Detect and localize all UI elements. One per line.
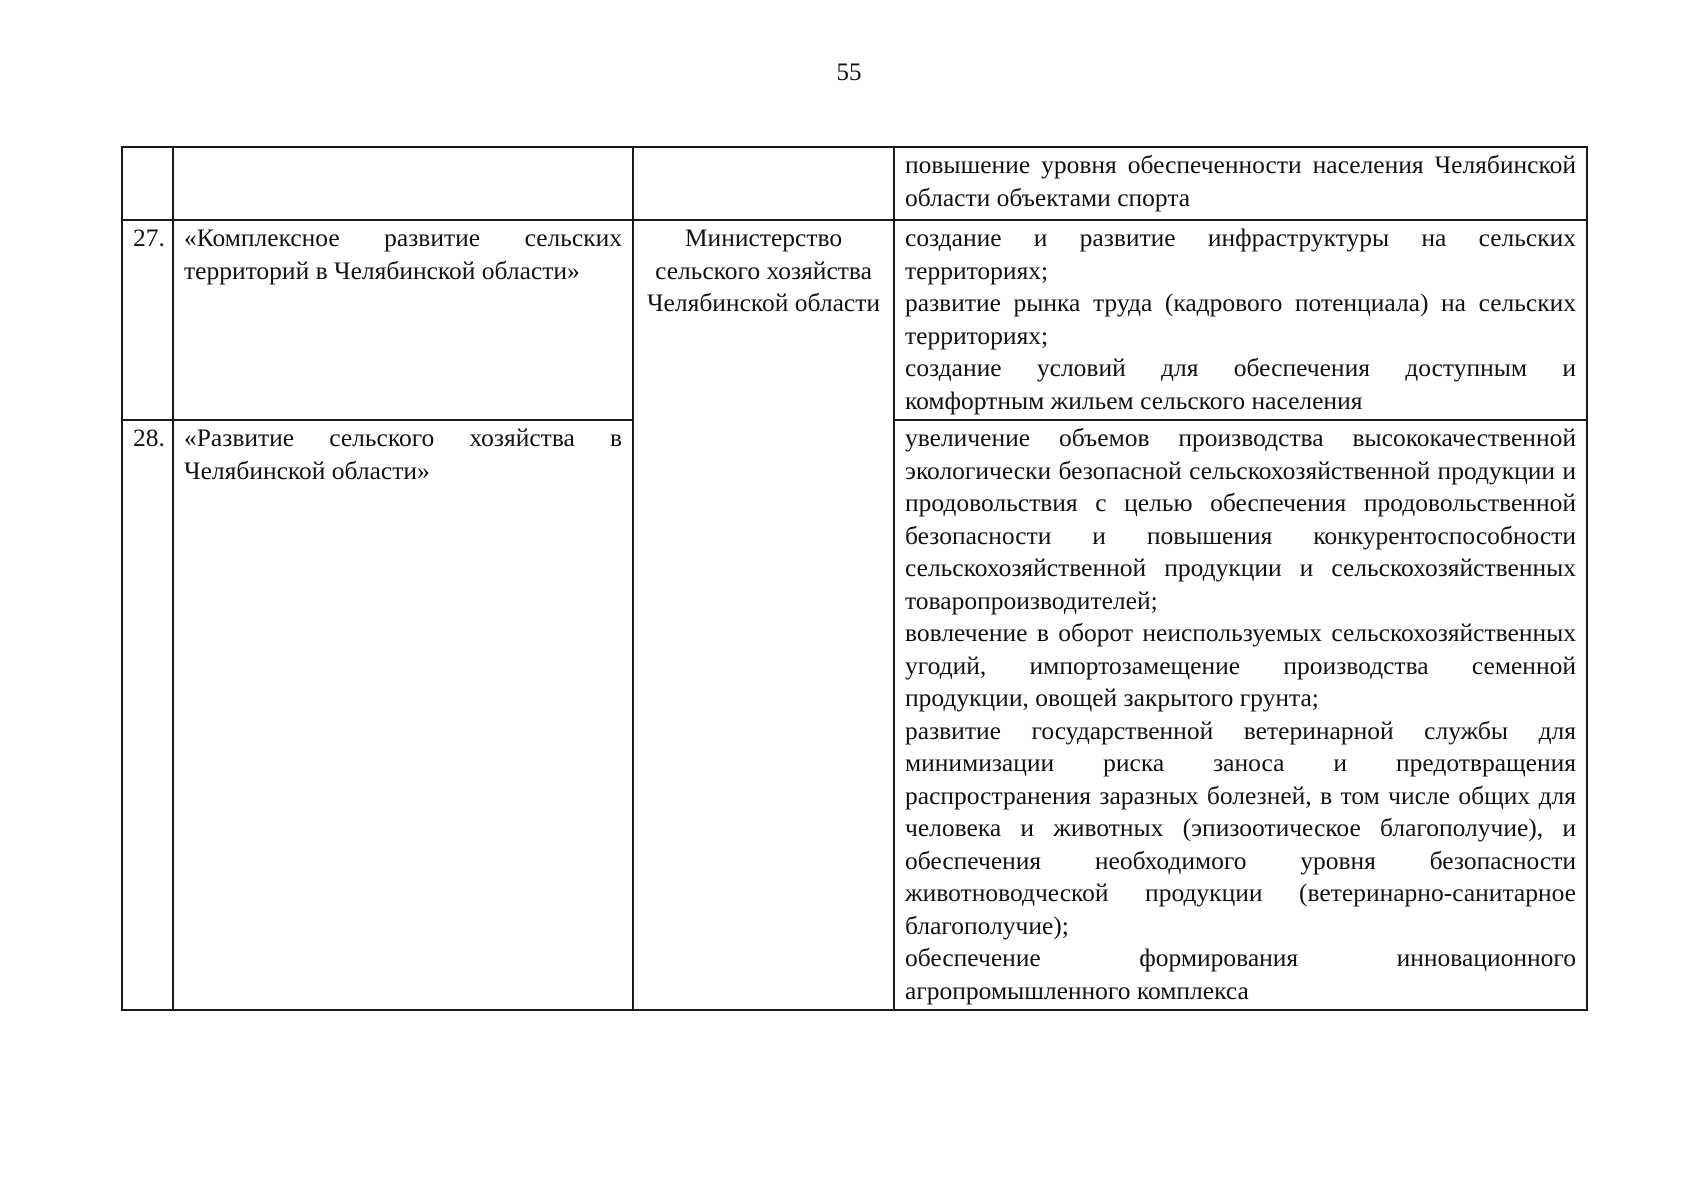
- program-name-cell: «Комплексное развитие сельских территорий в Челябинской области»: [173, 220, 633, 420]
- responsible-cell: [633, 147, 894, 220]
- table-row: [122, 147, 1587, 220]
- program-name-cell: [173, 147, 633, 220]
- goals-cell: [894, 420, 1587, 1010]
- programs-table: [121, 146, 1588, 1011]
- row-number-cell: 28.: [122, 420, 173, 1010]
- table-row: [122, 220, 1587, 420]
- responsible-cell: Министерство сельского хозяйства Челябинской области: [633, 220, 894, 1010]
- goal-item: обеспечение формирования инновационного агропромышленного комплекса: [905, 943, 1576, 1005]
- page-number: 55: [836, 59, 862, 86]
- program-name-cell: «Развитие сельского хозяйства в Челябинской области»: [173, 420, 633, 1010]
- goal-item: увеличение объемов производства высококачественной экологически безопасной сельскохозяйственной продукции и продовольствия с целью обеспечения продовольственной безопасности и повышения конкурентоспособности сельскохозяйственной продукции и сельскохозяйственных товаропроизводителей;: [905, 423, 1576, 615]
- goal-item: вовлечение в оборот неиспользуемых сельскохозяйственных угодий, импортозамещение производства семенной продукции, овощей закрытого грунта;: [905, 618, 1576, 712]
- goal-item: развитие государственной ветеринарной службы для минимизации риска заноса и предотвращения распространения заразных болезней, в том числе общих для человека и животных (эпизоотическое благополучие), и обеспечения необходимого уровня безопасности животноводческой продукции (ветеринарно-санитарное благополучие);: [905, 715, 1576, 940]
- row-number-cell: [122, 147, 173, 220]
- goals-cell: [894, 147, 1587, 220]
- goal-item: развитие рынка труда (кадрового потенциала) на сельских территориях;: [905, 288, 1576, 350]
- goals-cell: [894, 220, 1587, 420]
- goal-item: повышение уровня обеспеченности населения Челябинской области объектами спорта: [905, 150, 1576, 212]
- row-number-cell: 27.: [122, 220, 173, 420]
- goal-item: создание условий для обеспечения доступным и комфортным жильем сельского населения: [905, 353, 1576, 415]
- goal-item: создание и развитие инфраструктуры на сельских территориях;: [905, 223, 1576, 285]
